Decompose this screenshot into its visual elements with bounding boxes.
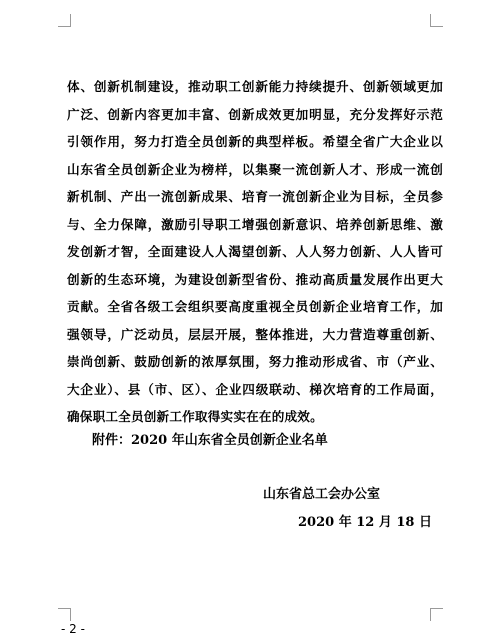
crop-mark-bottom-left (58, 608, 71, 621)
body-line: 贡献。全省各级工会组织要高度重视全员创新企业培育工作，加 (67, 299, 443, 314)
crop-mark-top-left (58, 14, 71, 27)
crop-mark-bottom-right (430, 608, 443, 621)
body-line: 广泛、创新内容更加丰富、创新成效更加明显，充分发挥好示范 (67, 106, 443, 122)
body-line: 引领作用，努力打造全员创新的典型样板。希望全省广大企业以 (67, 134, 443, 149)
body-line: 与、全力保障，激励引导职工增强创新意识、培养创新思维、激 (67, 216, 443, 232)
body-line: 强领导，广泛动员，层层开展，整体推进，大力营造尊重创新、 (67, 326, 443, 342)
body-line: 确保职工全员创新工作取得实实在在的成效。 (67, 409, 323, 424)
body-line: 发创新才智，全面建设人人渴望创新、人人努力创新、人人皆可 (67, 244, 443, 259)
sender-organization: 山东省总工会办公室 (263, 487, 381, 502)
body-paragraph (67, 73, 443, 431)
body-line: 山东省全员创新企业为榜样，以集聚一流创新人才、形成一流创 (67, 161, 443, 177)
body-line: 大企业）、县（市、区）、企业四级联动、梯次培育的工作局面， (67, 381, 443, 397)
issue-date: 2020 年 12 月 18 日 (298, 515, 432, 530)
crop-mark-top-right (430, 14, 443, 27)
body-line: 创新的生态环境，为建设创新型省份、推动高质量发展作出更大 (67, 271, 443, 287)
body-line: 崇尚创新、鼓励创新的浓厚氛围，努力推动形成省、市（产业、 (67, 354, 443, 369)
body-line: 体、创新机制建设，推动职工创新能力持续提升、创新领域更加 (67, 79, 443, 94)
body-line: 新机制、产出一流创新成果、培育一流创新企业为目标，全员参 (67, 189, 443, 204)
attachment-note: 附件：2020 年山东省全员创新企业名单 (92, 433, 328, 448)
page-number: - 2 - (61, 622, 85, 636)
